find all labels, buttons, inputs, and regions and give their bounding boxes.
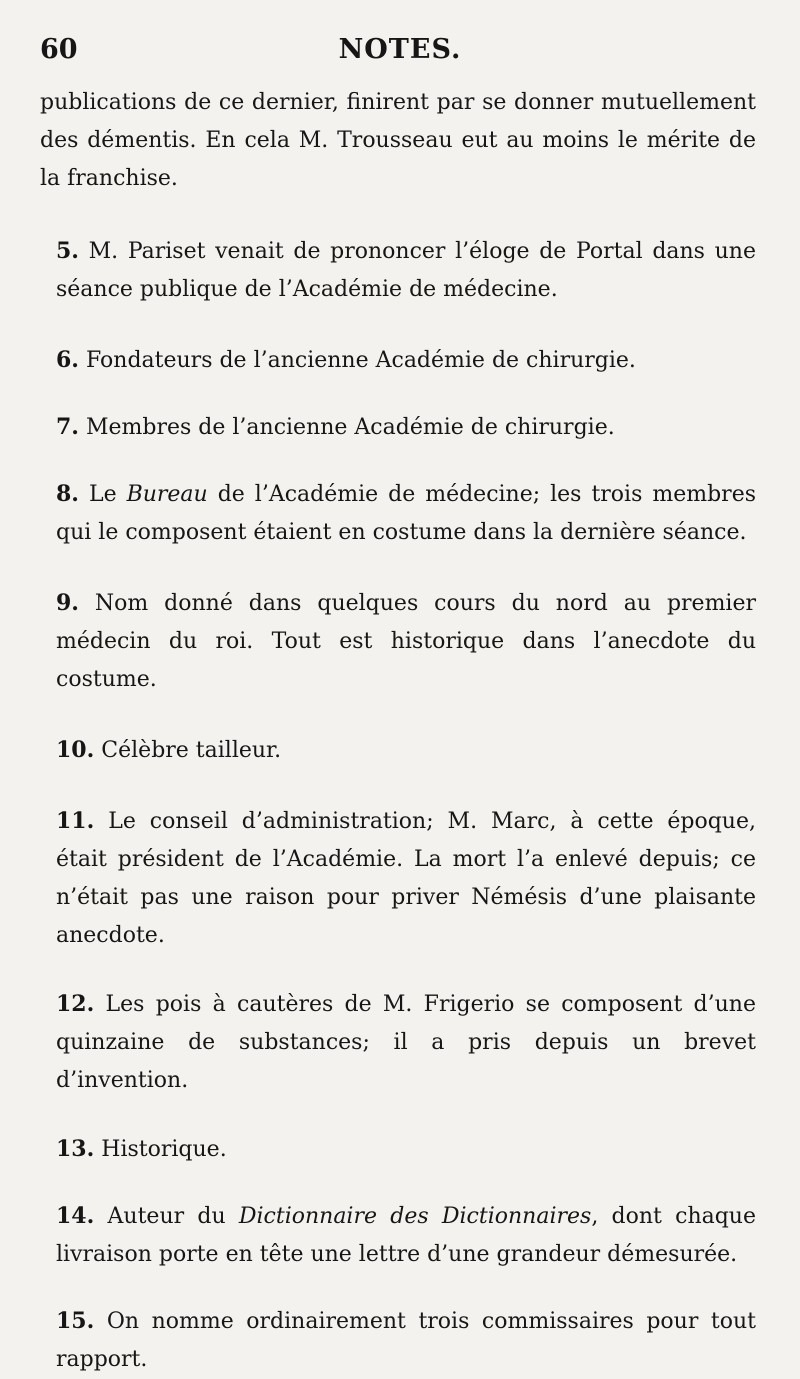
running-head: NOTES. <box>338 34 462 65</box>
note-text: Le conseil d’administration; M. Marc, à cette époque, était président de l’Académie. La mort l’a enlevé depuis; ce n’était pas une raison pour priver Némésis d’une plaisante anecdote. <box>56 809 756 948</box>
note-5 <box>40 232 756 309</box>
note-number: 11. <box>56 808 95 834</box>
continuation-paragraph: publications de ce dernier, finirent par se donner mutuellement des démentis. En cela M. Trousseau eut au moins le mérite de la franchise. <box>40 90 756 191</box>
note-text: Nom donné dans quelques cours du nord au premier médecin du roi. Tout est historique dans l’anecdote du costume. <box>56 591 756 692</box>
note-11 <box>40 802 756 955</box>
note-text: M. Pariset venait de prononcer l’éloge de Portal dans une séance publique de l’Académie de médecine. <box>56 239 756 302</box>
note-number: 9. <box>56 590 79 616</box>
note-number: 5. <box>56 238 79 264</box>
note-number: 10. <box>56 737 95 763</box>
note-7 <box>40 408 756 447</box>
note-14 <box>40 1197 756 1274</box>
note-text-pre: Auteur du <box>107 1204 239 1229</box>
note-text: On nomme ordinairement trois commissaires pour tout rapport. <box>56 1309 756 1372</box>
note-9 <box>40 584 756 699</box>
note-number: 7. <box>56 414 79 440</box>
note-number: 13. <box>56 1136 95 1162</box>
note-number: 12. <box>56 991 95 1017</box>
note-text-post: de l’Académie de médecine; les trois membres qui le composent étaient en costume dans la dernière séance. <box>56 482 756 545</box>
page-number: 60 <box>40 34 78 65</box>
note-13 <box>40 1130 756 1169</box>
note-text: Célèbre tailleur. <box>101 738 282 763</box>
note-text: Historique. <box>101 1137 227 1162</box>
note-number: 6. <box>56 347 79 373</box>
note-number: 8. <box>56 481 79 507</box>
note-15 <box>40 1302 756 1379</box>
note-number: 15. <box>56 1308 95 1334</box>
note-text: Fondateurs de l’ancienne Académie de chirurgie. <box>85 348 636 373</box>
note-number: 14. <box>56 1203 95 1229</box>
note-text: Les pois à cautères de M. Frigerio se composent d’une quinzaine de substances; il a pris depuis un brevet d’invention. <box>56 992 756 1093</box>
note-text-post: , dont chaque livraison porte en tête une lettre d’une grandeur démesurée. <box>56 1204 756 1267</box>
note-8 <box>40 475 756 552</box>
note-italic: Bureau <box>126 482 208 507</box>
note-text-pre: Le <box>88 482 127 507</box>
page-header <box>40 34 760 74</box>
note-12 <box>40 985 756 1100</box>
note-text: Membres de l’ancienne Académie de chirurgie. <box>85 415 615 440</box>
notes-body <box>40 84 756 1379</box>
note-italic: Dictionnaire des Dictionnaires <box>238 1204 592 1229</box>
note-10 <box>40 731 756 770</box>
note-6 <box>40 341 756 380</box>
